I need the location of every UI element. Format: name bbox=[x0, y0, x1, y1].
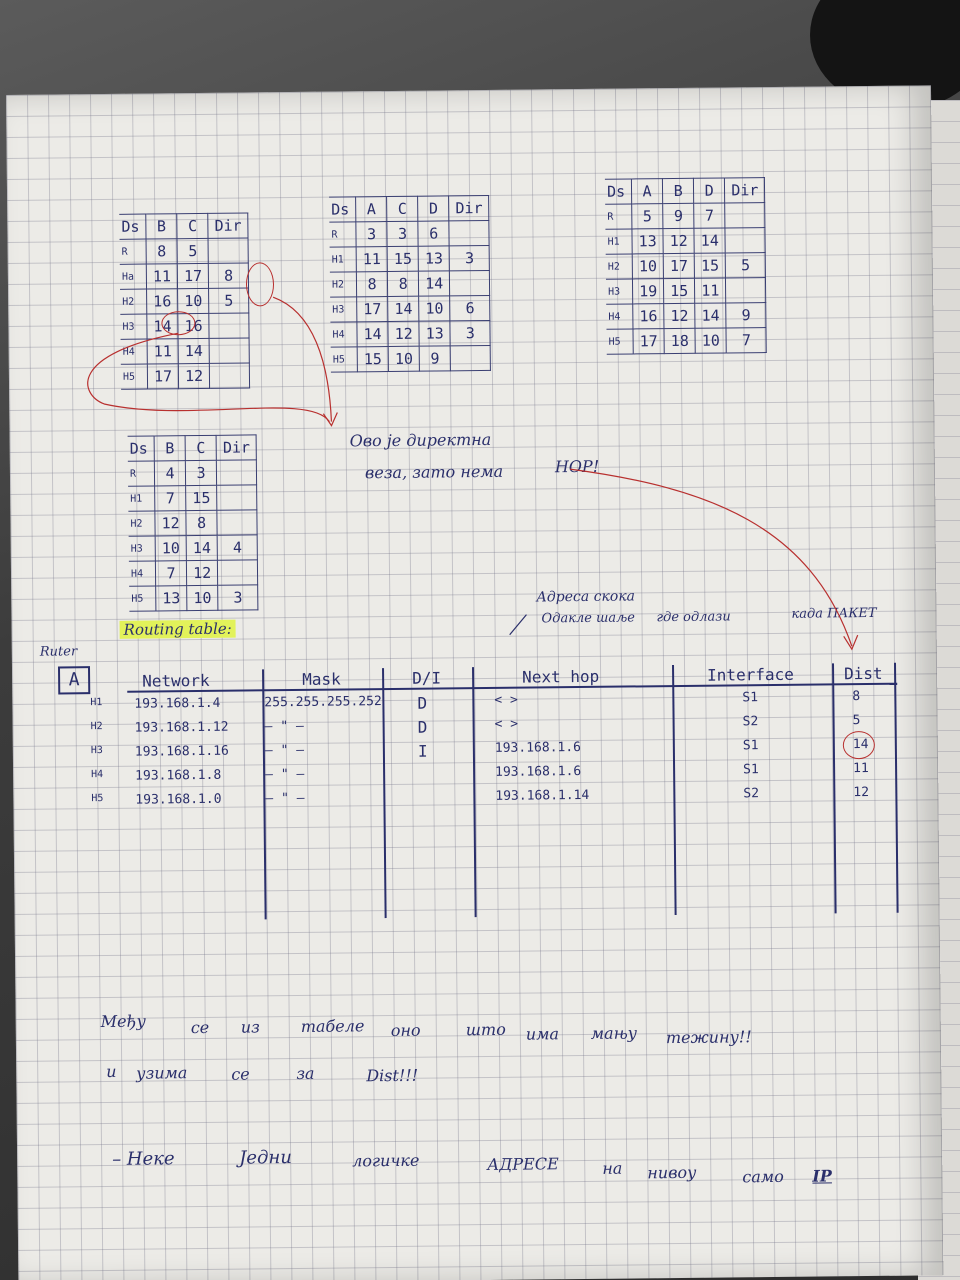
table-cell: 14 bbox=[178, 338, 209, 363]
table-cell: 3 bbox=[450, 320, 490, 345]
table-cell: 17 bbox=[357, 297, 388, 322]
rt-next-hop: < > bbox=[494, 692, 518, 708]
bottom-note-1g: има bbox=[525, 1024, 560, 1044]
direct-link-note-line2: веза, зато нема bbox=[364, 461, 504, 483]
row-label: R bbox=[128, 461, 155, 486]
rt-di: I bbox=[417, 741, 428, 761]
table-cell: 11 bbox=[146, 264, 177, 289]
bottom-note-2d: за bbox=[296, 1063, 315, 1084]
bottom-note-3h: IP bbox=[812, 1166, 832, 1186]
table-cell: 8 bbox=[208, 263, 248, 288]
table-cell: 10 bbox=[155, 536, 186, 561]
table-cell: 15 bbox=[694, 253, 725, 278]
arrow-path-3 bbox=[570, 466, 852, 649]
bottom-note-1b: се bbox=[190, 1017, 210, 1038]
table-cell: 3 bbox=[387, 221, 418, 246]
table-cell: 10 bbox=[695, 328, 726, 353]
table-cell: 14 bbox=[388, 296, 419, 321]
rt-header-mask: Mask bbox=[302, 669, 341, 689]
table-cell: 12 bbox=[663, 228, 694, 253]
table-cell: 18 bbox=[664, 328, 695, 353]
table-cell: 15 bbox=[664, 278, 695, 303]
bottom-note-2e: Dist!!! bbox=[366, 1065, 419, 1086]
bottom-note-1a: Међу bbox=[100, 1011, 146, 1032]
table-header-cell: C bbox=[185, 435, 216, 460]
rt-interface: S2 bbox=[743, 786, 760, 802]
table-cell: 16 bbox=[147, 289, 178, 314]
table-cell: 10 bbox=[388, 346, 419, 371]
bottom-note-3b: Једни bbox=[239, 1147, 292, 1169]
table-cell: 12 bbox=[178, 363, 209, 388]
table-header-cell: A bbox=[356, 197, 387, 222]
rt-next-hop: < > bbox=[494, 716, 519, 732]
table-cell: 9 bbox=[726, 303, 766, 328]
bottom-note-3c: логичке bbox=[352, 1150, 420, 1171]
table-cell: 16 bbox=[178, 313, 209, 338]
bottom-note-3g: само bbox=[742, 1166, 784, 1187]
bottom-note-2c: се bbox=[231, 1064, 250, 1084]
bottom-note-3d: АДРЕСЕ bbox=[487, 1154, 559, 1175]
table-header-cell: B bbox=[663, 178, 694, 203]
row-label: H4 bbox=[129, 561, 156, 586]
bottom-note-1d: табеле bbox=[300, 1016, 365, 1036]
table-cell: 10 bbox=[178, 288, 209, 313]
table-cell: 12 bbox=[187, 560, 218, 585]
rt-next-hop: 193.168.1.14 bbox=[495, 787, 590, 804]
table-cell: 8 bbox=[356, 272, 387, 297]
rt-mask: – " – bbox=[265, 790, 305, 807]
rt-mask: – " – bbox=[265, 766, 305, 783]
row-label: H1 bbox=[330, 247, 357, 272]
row-label: H2 bbox=[120, 289, 147, 314]
rt-network: 193.168.1.0 bbox=[135, 791, 222, 808]
rt-mask: – " – bbox=[264, 742, 305, 759]
row-label: R bbox=[120, 239, 147, 264]
table-cell: 12 bbox=[388, 321, 419, 346]
table-header-cell: Dir bbox=[208, 213, 248, 238]
bottom-note-2b: узима bbox=[136, 1063, 188, 1083]
table-cell: 5 bbox=[632, 204, 663, 229]
bottom-note-1e: оно bbox=[390, 1020, 421, 1041]
red-arrows bbox=[6, 85, 943, 1280]
rt-network: 193.168.1.4 bbox=[134, 695, 221, 712]
table-header-cell: Dir bbox=[725, 178, 765, 203]
rt-host: H5 bbox=[91, 793, 104, 805]
row-label: H2 bbox=[606, 254, 633, 279]
bottom-note-3a: – Неке bbox=[112, 1148, 175, 1170]
table-header-cell: D bbox=[694, 178, 725, 203]
table-cell: 3 bbox=[185, 460, 216, 485]
table-cell: 5 bbox=[209, 288, 249, 313]
rt-dist: 8 bbox=[852, 689, 861, 705]
rt-next-hop: 193.168.1.6 bbox=[495, 764, 582, 780]
row-label: H3 bbox=[129, 536, 156, 561]
table-header-cell: Ds bbox=[119, 214, 146, 239]
rt-dist: 14 bbox=[852, 737, 869, 753]
table-cell: 10 bbox=[632, 254, 663, 279]
table-header-cell: D bbox=[418, 196, 449, 221]
arrow-path-4 bbox=[509, 615, 526, 635]
table-cell: 10 bbox=[187, 585, 218, 610]
table-cell: 14 bbox=[695, 303, 726, 328]
rt-next-hop: 193.168.1.6 bbox=[494, 740, 582, 756]
row-label: H2 bbox=[128, 511, 155, 536]
table-cell: 12 bbox=[155, 511, 186, 536]
table-cell: 6 bbox=[450, 295, 490, 320]
table-cell: 4 bbox=[154, 461, 185, 486]
row-label: H5 bbox=[606, 329, 633, 354]
table-cell: 13 bbox=[156, 586, 187, 611]
table-cell: 14 bbox=[147, 314, 178, 339]
rt-host: H1 bbox=[90, 697, 103, 709]
table-cell: 17 bbox=[663, 253, 694, 278]
row-label: R bbox=[329, 222, 356, 247]
table-cell: 12 bbox=[664, 303, 695, 328]
table-cell: 8 bbox=[146, 239, 177, 264]
table-cell: 14 bbox=[419, 271, 450, 296]
next-hop-note-4: када ПАКЕТ bbox=[791, 605, 877, 622]
next-hop-note-3: где одлази bbox=[656, 609, 731, 626]
next-hop-note-1: Адреса скока bbox=[536, 588, 636, 606]
table-cell: 14 bbox=[357, 322, 388, 347]
arrow-head-1 bbox=[323, 413, 337, 426]
table-cell: 13 bbox=[419, 321, 450, 346]
table-header-cell: B bbox=[154, 436, 185, 461]
table-cell: 7 bbox=[726, 328, 766, 353]
bottom-note-1i: тежину!! bbox=[665, 1027, 752, 1048]
bottom-note-1h: мању bbox=[590, 1023, 638, 1043]
table-cell: 3 bbox=[356, 222, 387, 247]
table-cell: 15 bbox=[186, 485, 217, 510]
rt-interface: S1 bbox=[742, 690, 759, 706]
rt-header-interface: Interface bbox=[707, 664, 794, 685]
row-label: H1 bbox=[128, 486, 155, 511]
rt-network: 193.168.1.16 bbox=[134, 743, 229, 760]
direct-link-note-line1: Ово је директна bbox=[349, 429, 492, 451]
row-label: H5 bbox=[331, 347, 358, 372]
routing-label-highlight: Routing table: bbox=[120, 620, 236, 639]
rt-host: H2 bbox=[90, 721, 103, 733]
table-header-cell: Ds bbox=[329, 197, 356, 222]
row-label: H2 bbox=[330, 272, 357, 297]
table-header-cell: C bbox=[387, 196, 418, 221]
row-label: R bbox=[605, 204, 632, 229]
table-cell: 7 bbox=[155, 561, 186, 586]
rt-dist: 11 bbox=[853, 761, 869, 777]
table-cell: 5 bbox=[725, 253, 765, 278]
bottom-note-3f: нивоу bbox=[647, 1162, 697, 1183]
table-header-cell: Ds bbox=[605, 179, 632, 204]
rt-di: D bbox=[417, 717, 428, 737]
table-cell: 8 bbox=[186, 510, 217, 535]
table-header-cell: C bbox=[177, 213, 208, 238]
table-cell: 3 bbox=[218, 585, 258, 610]
table-cell: 4 bbox=[217, 535, 257, 560]
table-cell: 9 bbox=[663, 203, 694, 228]
table-header-cell: B bbox=[146, 214, 177, 239]
direct-link-note-line3: НОР! bbox=[554, 456, 600, 477]
row-label: H4 bbox=[121, 339, 148, 364]
table-cell: 14 bbox=[186, 535, 217, 560]
table-cell: 19 bbox=[633, 279, 664, 304]
rt-network: 193.168.1.12 bbox=[134, 719, 229, 736]
rt-di: D bbox=[417, 693, 428, 713]
table-cell: 10 bbox=[419, 296, 450, 321]
table-cell: 17 bbox=[147, 364, 178, 389]
table-cell: 8 bbox=[387, 271, 418, 296]
table-cell: 9 bbox=[419, 346, 450, 371]
row-label: H4 bbox=[606, 304, 633, 329]
table-cell: 17 bbox=[633, 329, 664, 354]
table-cell: 15 bbox=[387, 246, 418, 271]
rt-host: H4 bbox=[91, 769, 104, 781]
table-cell: 11 bbox=[147, 339, 178, 364]
arrow-path-2 bbox=[273, 297, 331, 423]
rt-header-di: D/I bbox=[412, 668, 442, 688]
rt-interface: S2 bbox=[742, 714, 759, 730]
rt-interface: S1 bbox=[742, 738, 759, 754]
table-cell: 7 bbox=[694, 203, 725, 228]
table-cell: 15 bbox=[357, 347, 388, 372]
rt-interface: S1 bbox=[743, 762, 759, 778]
bottom-note-1c: из bbox=[240, 1017, 260, 1037]
table-cell: 16 bbox=[633, 304, 664, 329]
rt-network: 193.168.1.8 bbox=[135, 767, 222, 784]
bottom-note-2a: и bbox=[106, 1061, 117, 1082]
rt-dist: 12 bbox=[853, 785, 870, 801]
table-cell: 13 bbox=[418, 246, 449, 271]
row-label: H5 bbox=[129, 586, 156, 611]
next-hop-note-2: Одакле шаље bbox=[541, 610, 636, 627]
router-id-box: A bbox=[58, 666, 90, 694]
rt-header-network: Network bbox=[142, 670, 210, 691]
row-label: H1 bbox=[605, 229, 632, 254]
table-cell: 3 bbox=[449, 245, 489, 270]
table-cell: 5 bbox=[177, 238, 208, 263]
table-cell: 17 bbox=[177, 263, 208, 288]
bottom-note-1f: што bbox=[465, 1019, 506, 1040]
row-label: H5 bbox=[121, 364, 148, 389]
row-label: H3 bbox=[606, 279, 633, 304]
rt-mask: 255.255.255.252 bbox=[264, 694, 382, 711]
table-cell: 11 bbox=[356, 247, 387, 272]
row-label: H3 bbox=[120, 314, 147, 339]
rt-mask: – " – bbox=[264, 718, 304, 735]
notebook-page bbox=[6, 85, 943, 1280]
row-label: Ha bbox=[120, 264, 147, 289]
table-cell: 6 bbox=[418, 221, 449, 246]
router-word: Ruter bbox=[39, 644, 78, 660]
arrow-path-1 bbox=[87, 332, 329, 425]
table-header-cell: A bbox=[631, 179, 662, 204]
rt-dist: 5 bbox=[852, 713, 861, 729]
table-cell: 11 bbox=[695, 278, 726, 303]
rt-host: H3 bbox=[90, 745, 103, 757]
table-header-cell: Ds bbox=[128, 436, 155, 461]
table-header-cell: Dir bbox=[216, 435, 256, 460]
table-cell: 14 bbox=[694, 228, 725, 253]
rt-header-next-hop: Next hop bbox=[522, 666, 600, 687]
rt-header-dist: Dist bbox=[844, 663, 883, 684]
table-cell: 7 bbox=[155, 486, 186, 511]
bottom-note-3e: на bbox=[602, 1158, 623, 1178]
row-label: H3 bbox=[330, 297, 357, 322]
row-label: H4 bbox=[330, 322, 357, 347]
table-cell: 13 bbox=[632, 229, 663, 254]
table-header-cell: Dir bbox=[449, 195, 489, 220]
